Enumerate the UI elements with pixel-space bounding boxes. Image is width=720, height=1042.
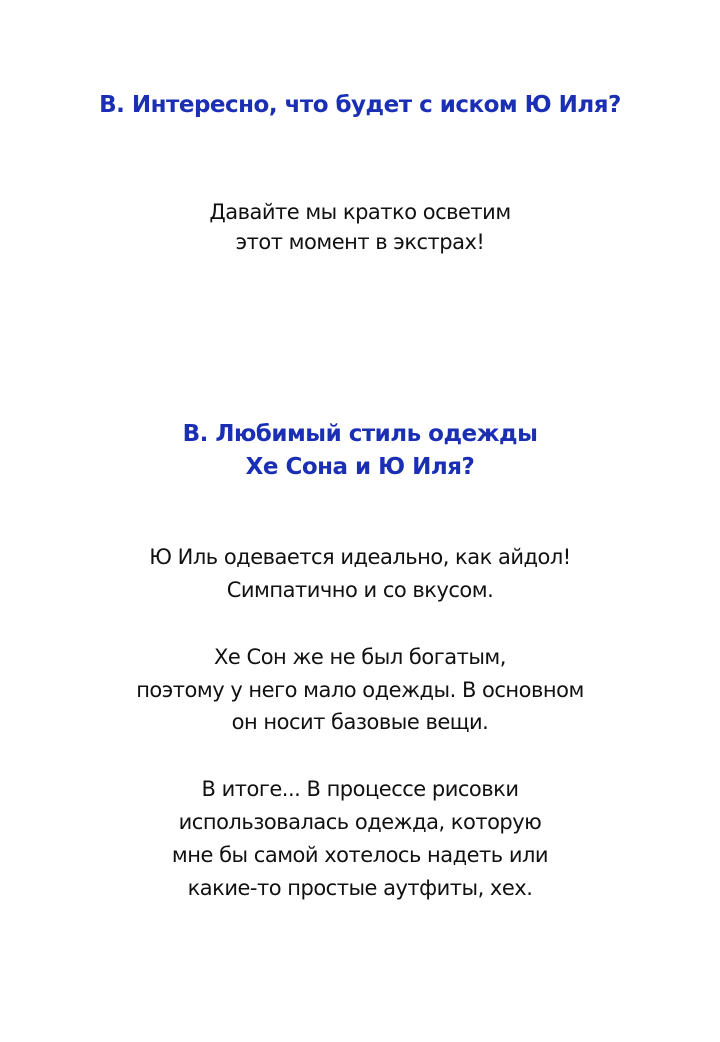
answer-2-para-1-line-2: Симпатично и со вкусом. [226, 578, 494, 602]
answer-2-para-2-line-1: Хе Сон же не был богатым, [214, 645, 506, 669]
answer-1-line-2: этот момент в экстрах! [235, 230, 485, 254]
question-1-title: В. Интересно, что будет с иском Ю Иля? [99, 92, 621, 118]
answer-2-para-2-line-2: поэтому у него мало одежды. В основном [136, 678, 584, 702]
answer-2-para-1-line-1: Ю Иль одевается идеально, как айдол! [149, 545, 571, 569]
answer-2-para-3-line-2: использовалась одежда, которую [178, 810, 542, 834]
answer-2-para-3-line-4: какие-то простые аутфиты, хех. [187, 876, 533, 900]
answer-2-para-3-line-3: мне бы самой хотелось надеть или [171, 843, 549, 867]
answer-2-para-2-line-3: он носит базовые вещи. [231, 710, 489, 734]
answer-1-line-1: Давайте мы кратко осветим [209, 200, 511, 224]
question-2-title-line-1: В. Любимый стиль одежды [182, 421, 538, 447]
answer-2-para-3-line-1: В итоге... В процессе рисовки [201, 777, 519, 801]
question-2-title-line-2: Хе Сона и Ю Иля? [245, 454, 475, 480]
